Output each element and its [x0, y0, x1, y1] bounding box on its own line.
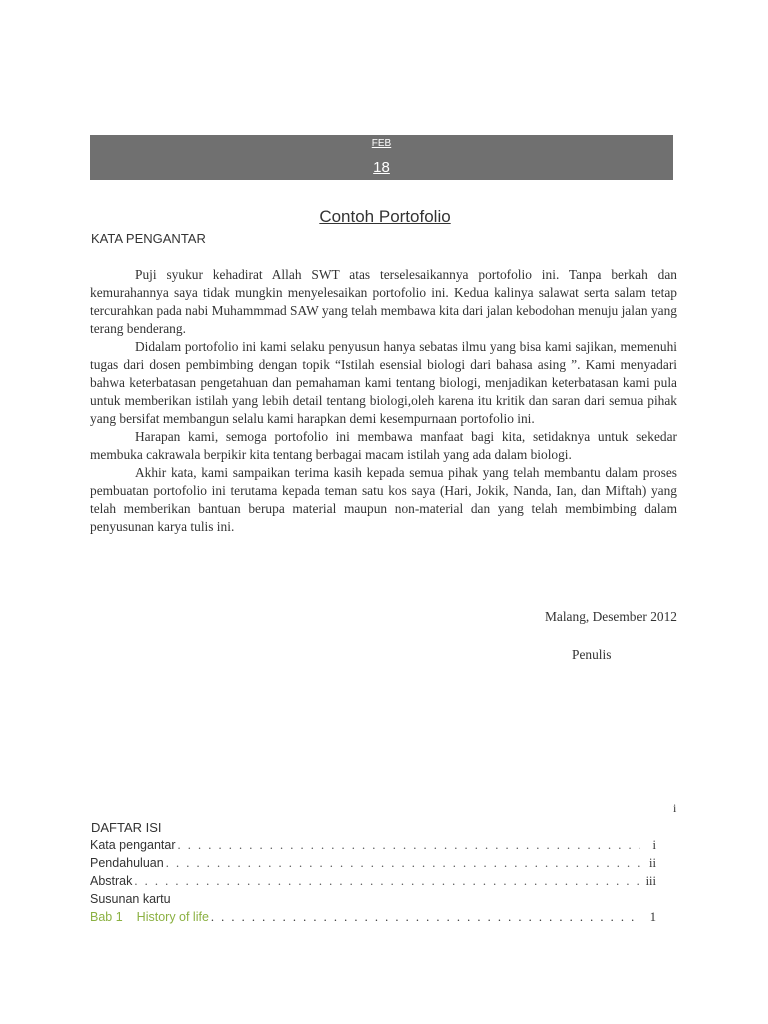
toc-dot-leader [132, 874, 640, 889]
date-day-link[interactable]: 18 [373, 159, 390, 176]
toc-chapter-link[interactable] [90, 910, 656, 928]
toc-dot-leader [209, 910, 640, 925]
signature-place-date: Malang, Desember 2012 [544, 609, 677, 624]
toc-entry [90, 838, 656, 856]
table-of-contents [90, 838, 656, 928]
foreword-body [90, 266, 677, 536]
toc-dot-leader [176, 838, 641, 853]
toc-entry-page: i [652, 838, 656, 852]
date-banner [90, 135, 673, 180]
toc-chapter-number[interactable]: Bab 1 [90, 910, 123, 924]
toc-dot-leader [164, 856, 640, 871]
paragraph: Harapan kami, semoga portofolio ini membawa manfaat bagi kita, setidaknya untuk sekedar membuka cakrawala berpikir kita tentang berbagai macam istilah yang ada dalam biologi. [90, 429, 677, 462]
paragraph: Didalam portofolio ini kami selaku penyusun hanya sebatas ilmu yang bisa kami sajikan, memenuhi tugas dari dosen pembimbing dengan topik “Istilah esensial biologi dari bahasa asing ”. Kami menyadari bahwa keterbatasan pengetahuan dan pemahaman kami tentang biologi, menjadikan keterbatasan kami pula untuk memberikan istilah yang lebih detail tentang biologi,oleh karena itu kritik dan saran dari semua pihak yang bersifat membangun selalu kami harapkan demi kesempurnaan portofolio ini. [90, 339, 677, 426]
toc-entry-label: Abstrak [90, 874, 133, 888]
toc-subheading-row [90, 892, 656, 910]
toc-chapter-title[interactable]: History of life [136, 910, 209, 924]
signature-name: Penulis [572, 647, 612, 662]
page-number: i [673, 801, 677, 815]
paragraph: Akhir kata, kami sampaikan terima kasih kepada semua pihak yang telah membantu dalam proses pembuatan portofolio ini terutama kepada teman satu kos saya (Hari, Jokik, Nanda, Ian, dan Miftah) yang telah memberikan bantuan berupa material maupun non-material dan yang telah membimbing dalam penyusunan karya tulis ini. [90, 465, 677, 534]
paragraph: Puji syukur kehadirat Allah SWT atas terselesaikannya portofolio ini. Tanpa berkah dan kemurahannya saya tidak mungkin menyelesaikan portofolio ini. Kedua kalinya salawat serta salam tetap tercurahkan pada nabi Muhammmad SAW yang telah membawa kita dari jalan kebodohan menuju jalan yang terang benderang. [90, 267, 677, 336]
post-title-link[interactable]: Contoh Portofolio [319, 207, 451, 226]
toc-entry-page: ii [649, 856, 656, 870]
date-month-link[interactable]: FEB [371, 138, 392, 149]
toc-entry-page: 1 [649, 910, 656, 924]
toc-subheading: Susunan kartu [90, 892, 171, 906]
toc-entry-page: iii [645, 874, 656, 888]
toc-entry-label: Kata pengantar [90, 838, 176, 852]
toc-entry [90, 856, 656, 874]
toc-heading: DAFTAR ISI [91, 820, 162, 835]
section-heading: KATA PENGANTAR [91, 231, 206, 246]
toc-entry-label: Pendahuluan [90, 856, 164, 870]
toc-entry [90, 874, 656, 892]
